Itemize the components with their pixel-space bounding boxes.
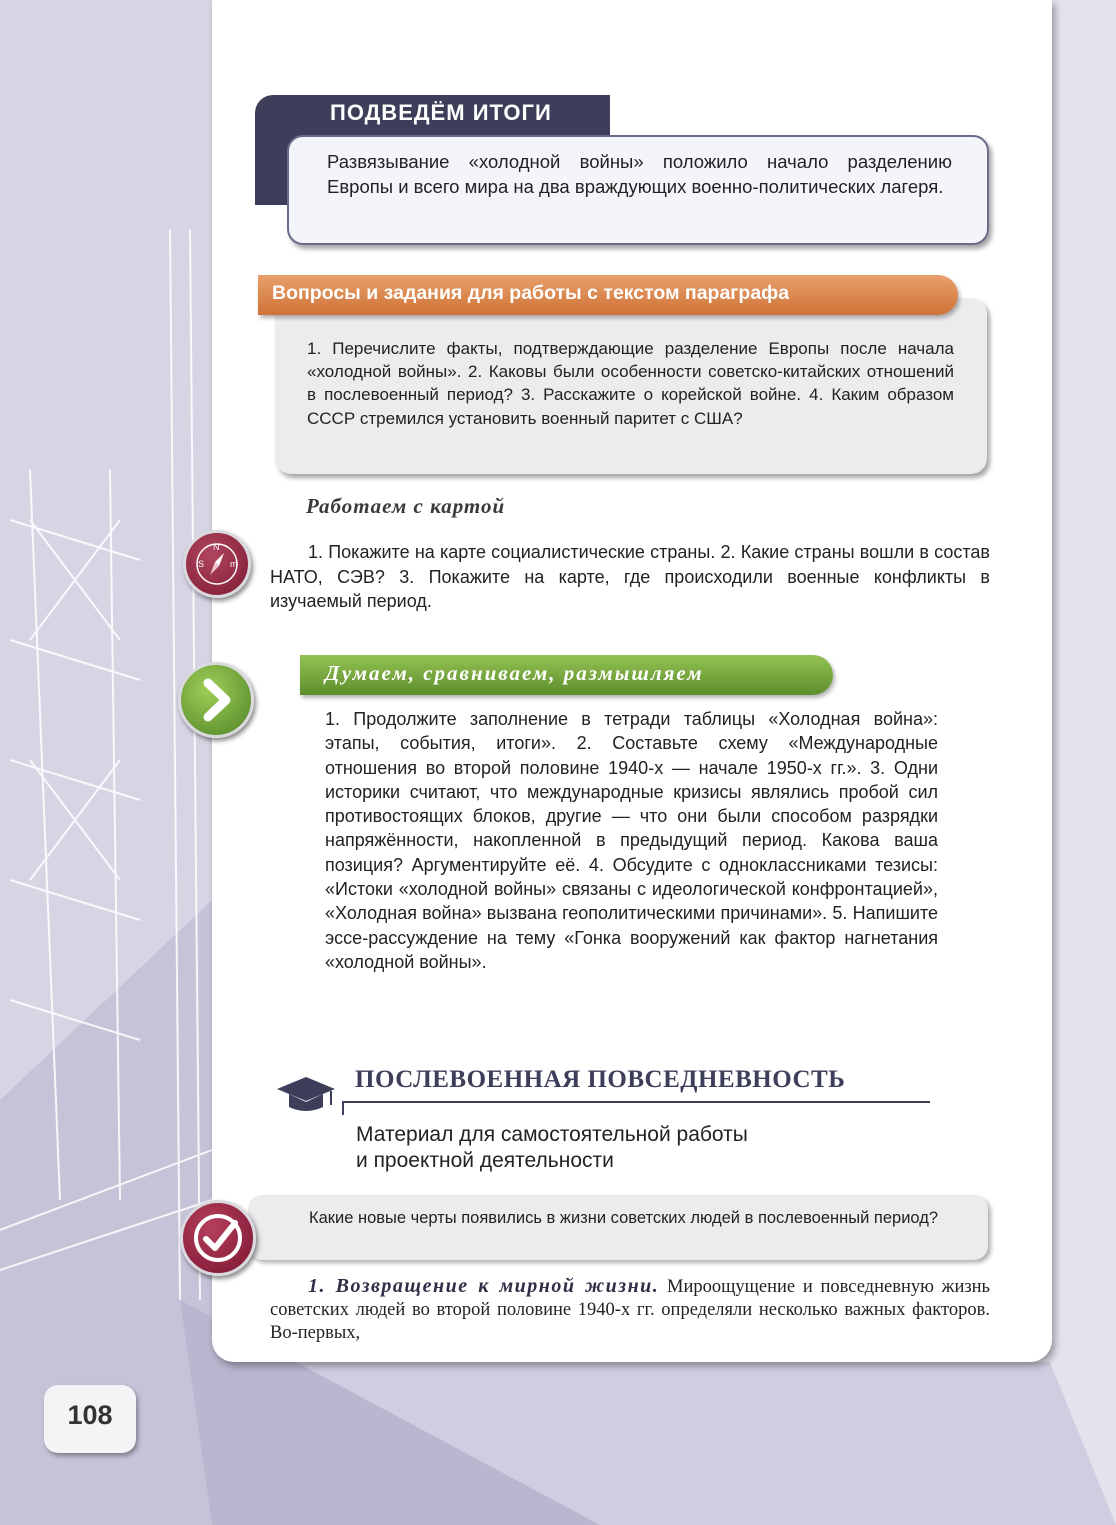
summary-text: Развязывание «холодной войны» положило начало разделению Европы и всего мира на два враждующих военно-политических лагеря.	[327, 151, 952, 197]
section-rule-tick	[342, 1101, 344, 1115]
chevron-right-icon	[178, 662, 254, 738]
map-work-heading: Работаем с картой	[306, 494, 506, 518]
compass-icon	[183, 530, 251, 598]
body-text: Мироощущение и повседневную жизнь советских людей во второй половине 1940-х гг. определяли несколько важных факторов. Во-первых,	[270, 1277, 990, 1343]
svg-text:m: m	[230, 559, 238, 569]
section-subtitle-line1: Материал для самостоятельной работы	[356, 1123, 748, 1146]
checkmark-icon	[180, 1200, 256, 1276]
section-subtitle	[356, 1122, 748, 1174]
graduation-cap-icon	[275, 1075, 337, 1115]
questions-heading: Вопросы и задания для работы с текстом параграфа	[272, 282, 790, 304]
check-question-text: Какие новые черты появились в жизни советских людей в послевоенный период?	[309, 1209, 939, 1227]
section-subtitle-line2: и проектной деятельности	[356, 1149, 614, 1172]
svg-text:N: N	[213, 542, 220, 552]
svg-text:S: S	[198, 559, 205, 569]
summary-heading: ПОДВЕДЁМ ИТОГИ	[330, 100, 552, 125]
section-title: ПОСЛЕВОЕННАЯ ПОВСЕДНЕВНОСТЬ	[355, 1066, 846, 1093]
questions-text: 1. Перечислите факты, подтверждающие разделение Европы после начала «холодной войны». 2. Каковы были особенности советско-китайских отношений в послевоенный период? 3. Расскажите о корейской войне. 4. Каким образом СССР стремился установить военный паритет с США?	[307, 339, 954, 428]
map-work-text	[270, 540, 990, 614]
body-paragraph	[270, 1275, 990, 1345]
map-work-body: 1. Покажите на карте социалистические страны. 2. Какие страны вошли в состав НАТО, СЭВ? 3. Покажите на карте, где происходили военные конфликты в изучаемый период.	[270, 542, 990, 611]
section-rule	[342, 1101, 930, 1103]
page-number: 108	[67, 1400, 113, 1430]
body-subheading: 1. Возвращение к мирной жизни.	[308, 1275, 660, 1297]
think-heading: Думаем, сравниваем, размышляем	[325, 661, 704, 685]
think-text: 1. Продолжите заполнение в тетради таблицы «Холодная война»: этапы, события, итоги». 2. Составьте схему «Международные отношения во второй половине 1940-х — начале 1950-х гг.». 3. Одни историки считают, что международные кризисы являлись пробой сил противостоящих блоков, другие — что они были способом разрядки напряжённости, накопленной в предыдущий период. Какова ваша позиция? Аргументируйте её. 4. Обсудите с одноклассниками тезисы: «Истоки «холодной войны» связаны с идеологической конфронтацией», «Холодная война» вызвана геополитическими причинами». 5. Напишите эссе-рассуждение на тему «Гонка вооружений как фактор нагнетания «холодной войны».	[325, 709, 938, 972]
